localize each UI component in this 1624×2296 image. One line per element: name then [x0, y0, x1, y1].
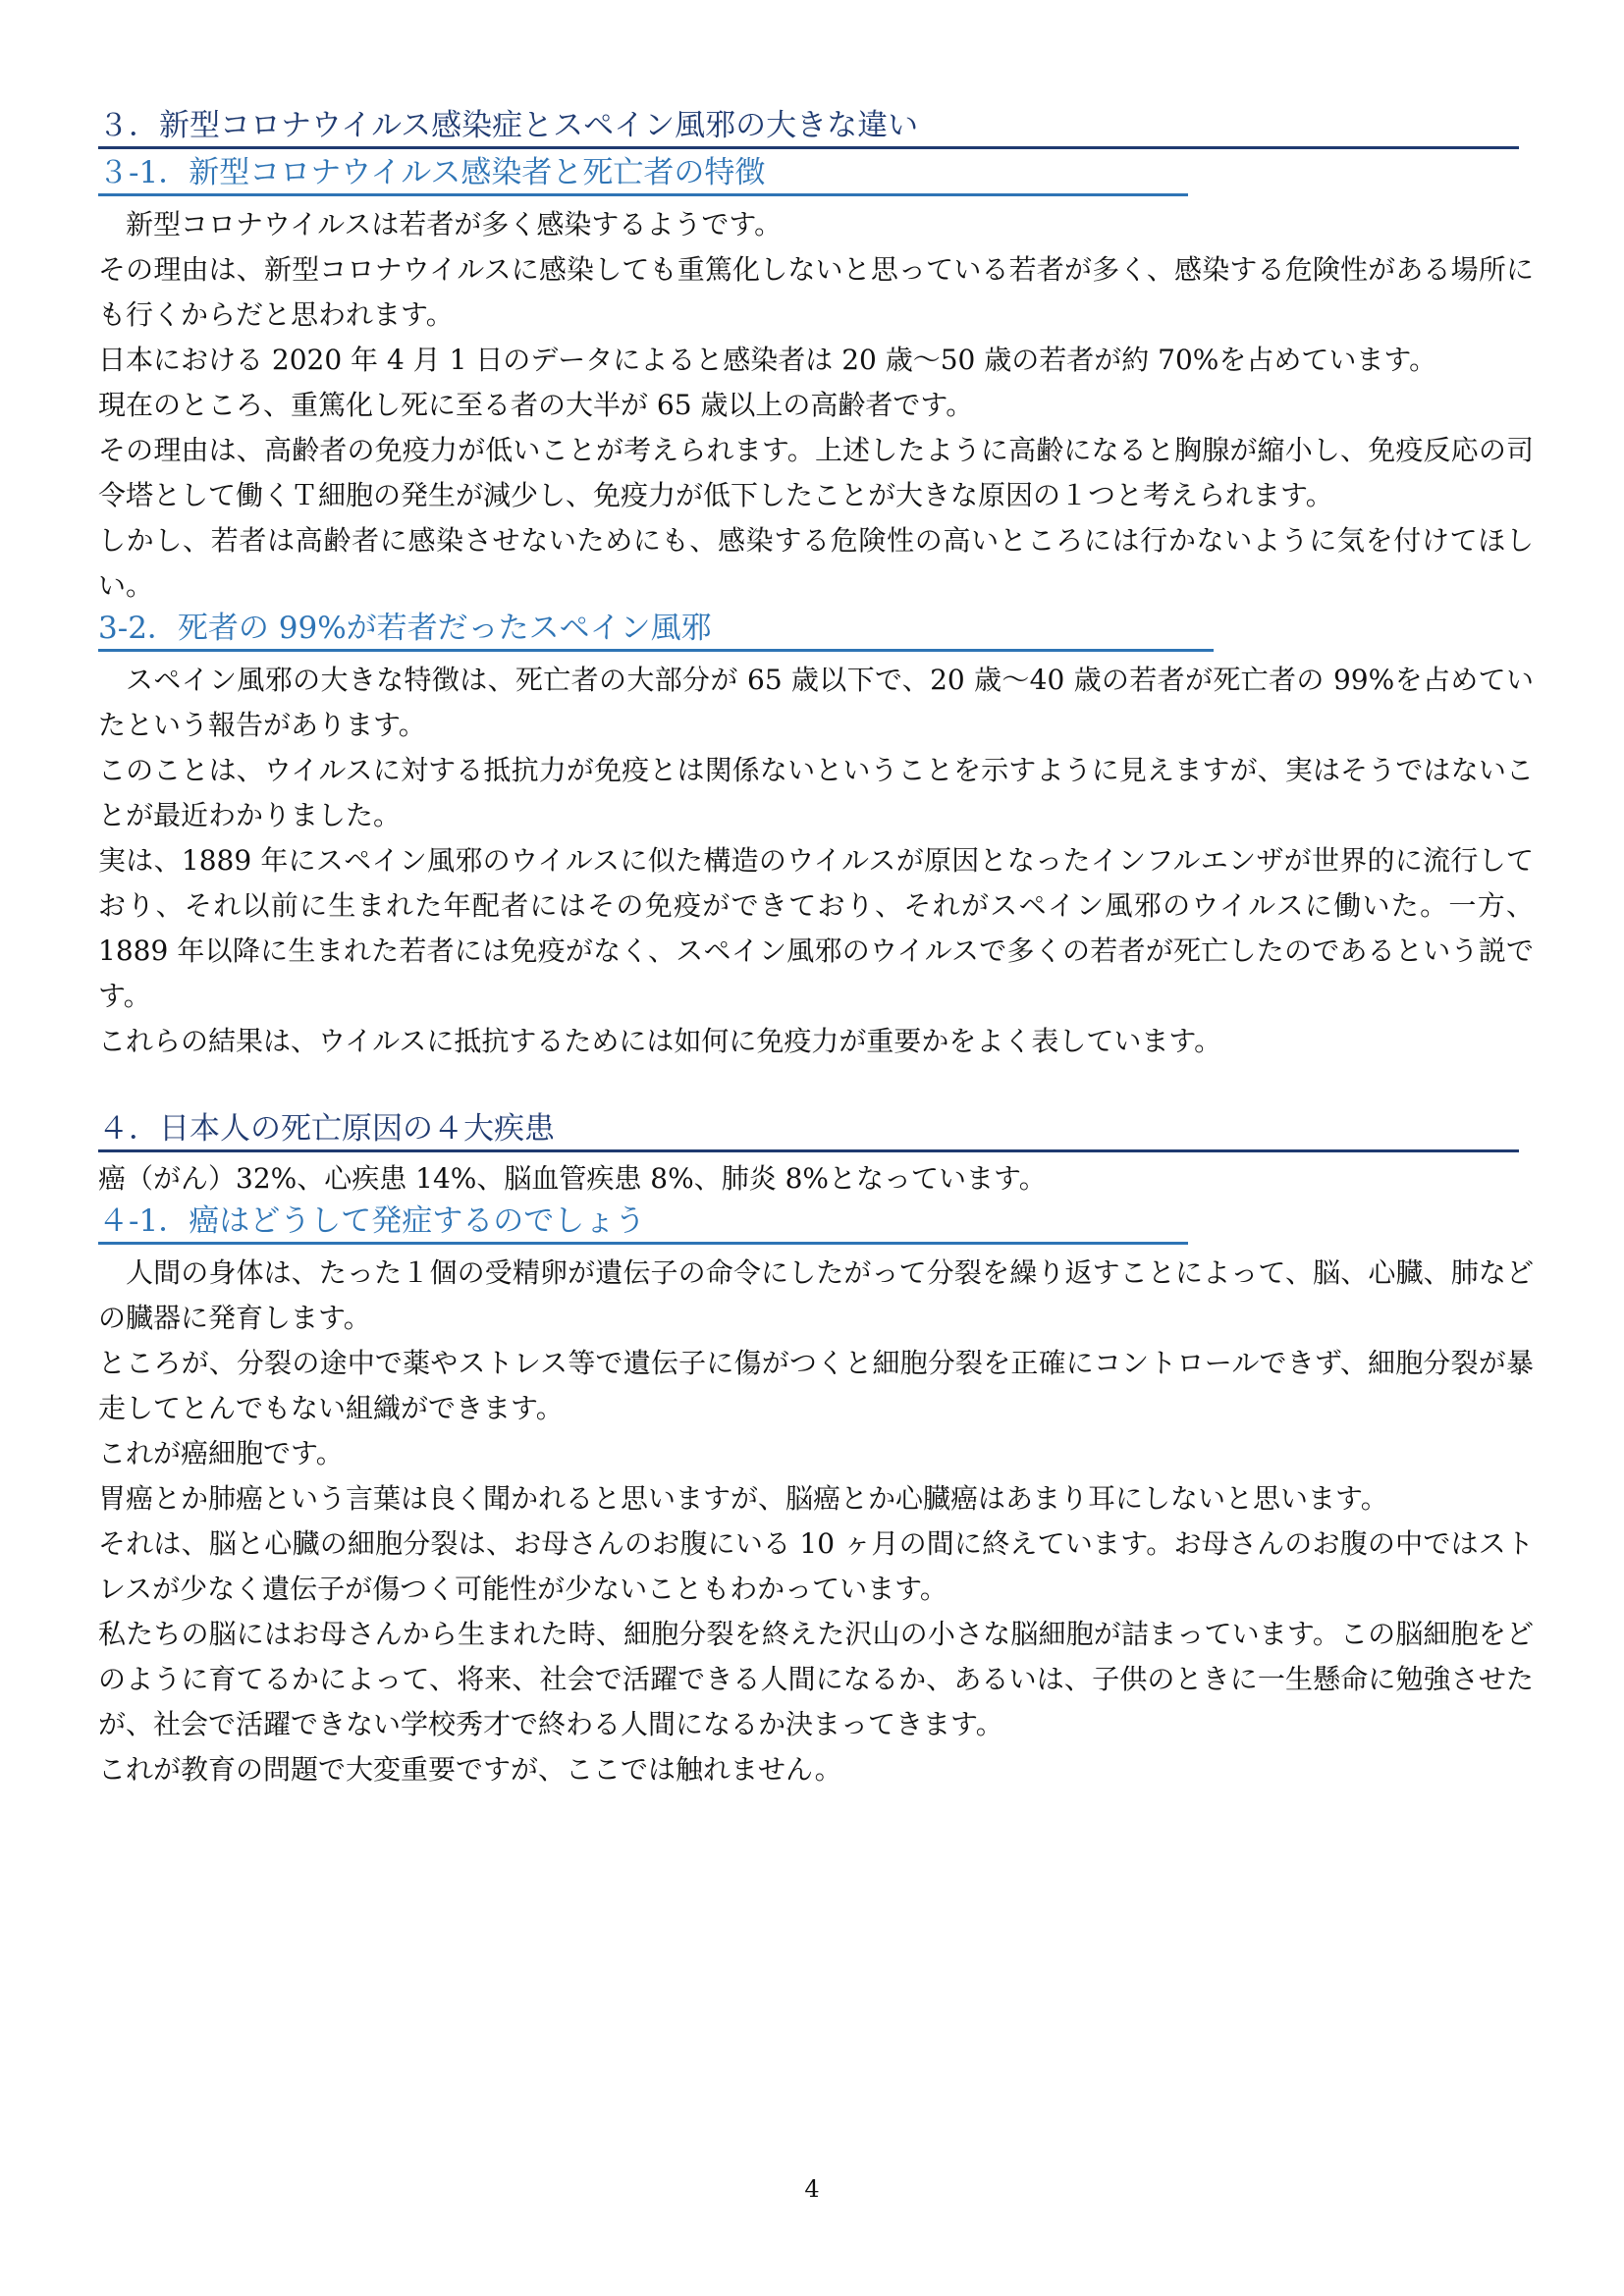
- paragraph: 現在のところ、重篤化し死に至る者の大半が 65 歳以上の高齢者です。: [98, 389, 974, 421]
- paragraph: 胃癌とか肺癌という言葉は良く聞かれると思いますが、脳癌とか心臓癌はあまり耳にしないと思います。: [98, 1482, 1388, 1515]
- page-number: 4: [804, 2175, 820, 2203]
- paragraph: しかし、若者は高齢者に感染させないためにも、感染する危険性の高いところには行かないように気を付けてほしい。: [98, 524, 1534, 602]
- paragraph: 私たちの脳にはお母さんから生まれた時、細胞分裂を終えた沢山の小さな脳細胞が詰まっています。この脳細胞をどのように育てるかによって、将来、社会で活躍できる人間になるか、あるいは、子供のときに一生懸命に勉強させたが、社会で活躍できない学校秀才で終わる人間になるか決まってきます。: [98, 1618, 1534, 1740]
- paragraph: 新型コロナウイルスは若者が多く感染するようです。: [126, 208, 783, 240]
- section-3-heading: ３．新型コロナウイルス感染症とスペイン風邪の大きな違い: [98, 106, 1519, 149]
- paragraph: これらの結果は、ウイルスに抵抗するためには如何に免疫力が重要かをよく表しています。: [98, 1025, 1222, 1057]
- paragraph: その理由は、新型コロナウイルスに感染しても重篤化しないと思っている若者が多く、感染する危険性がある場所にも行くからだと思われます。: [98, 253, 1534, 331]
- section-3-2-heading: 3-2．死者の 99%が若者だったスペイン風邪: [98, 609, 1214, 652]
- paragraph: これが癌細胞です。: [98, 1437, 344, 1469]
- paragraph: それは、脳と心臓の細胞分裂は、お母さんのお腹にいる 10 ヶ月の間に終えています。お母さんのお腹の中ではストレスが少なく遺伝子が傷つく可能性が少ないこともわかっています。: [98, 1527, 1534, 1605]
- paragraph: これが教育の問題で大変重要ですが、ここでは触れません。: [98, 1753, 842, 1786]
- section-spacer: [98, 1064, 1534, 1109]
- paragraph: ところが、分裂の途中で薬やストレス等で遺伝子に傷がつくと細胞分裂を正確にコントロールできず、細胞分裂が暴走してとんでもない組織ができます。: [98, 1347, 1534, 1424]
- section-4-intro: 癌（がん）32%、心疾患 14%、脳血管疾患 8%、肺炎 8%となっています。: [98, 1162, 1047, 1195]
- section-4-1-heading: ４-1．癌はどうして発症するのでしょう: [98, 1201, 1188, 1245]
- paragraph: その理由は、高齢者の免疫力が低いことが考えられます。上述したように高齢になると胸腺が縮小し、免疫反応の司令塔として働くＴ細胞の発生が減少し、免疫力が低下したことが大きな原因の１つと考えられます。: [98, 434, 1534, 511]
- paragraph: 実は、1889 年にスペイン風邪のウイルスに似た構造のウイルスが原因となったインフルエンザが世界的に流行しており、それ以前に生まれた年配者にはその免疫ができており、それがスペイン風邪のウイルスに働いた。一方、1889 年以降に生まれた若者には免疫がなく、スペイン風邪のウイルスで多くの若者が死亡したのであるという説です。: [98, 844, 1534, 1012]
- paragraph: このことは、ウイルスに対する抵抗力が免疫とは関係ないということを示すように見えますが、実はそうではないことが最近わかりました。: [98, 754, 1534, 831]
- paragraph: 日本における 2020 年 4 月 1 日のデータによると感染者は 20 歳〜50 歳の若者が約 70%を占めています。: [98, 344, 1437, 376]
- page-content: [98, 106, 1534, 1792]
- section-3-1-heading: ３-1．新型コロナウイルス感染者と死亡者の特徴: [98, 153, 1188, 196]
- section-4-heading: ４．日本人の死亡原因の４大疾患: [98, 1109, 1519, 1152]
- paragraph: 人間の身体は、たった１個の受精卵が遺伝子の命令にしたがって分裂を繰り返すことによって、脳、心臓、肺などの臓器に発育します。: [98, 1256, 1534, 1334]
- paragraph: スペイン風邪の大きな特徴は、死亡者の大部分が 65 歳以下で、20 歳〜40 歳の若者が死亡者の 99%を占めていたという報告があります。: [98, 664, 1534, 741]
